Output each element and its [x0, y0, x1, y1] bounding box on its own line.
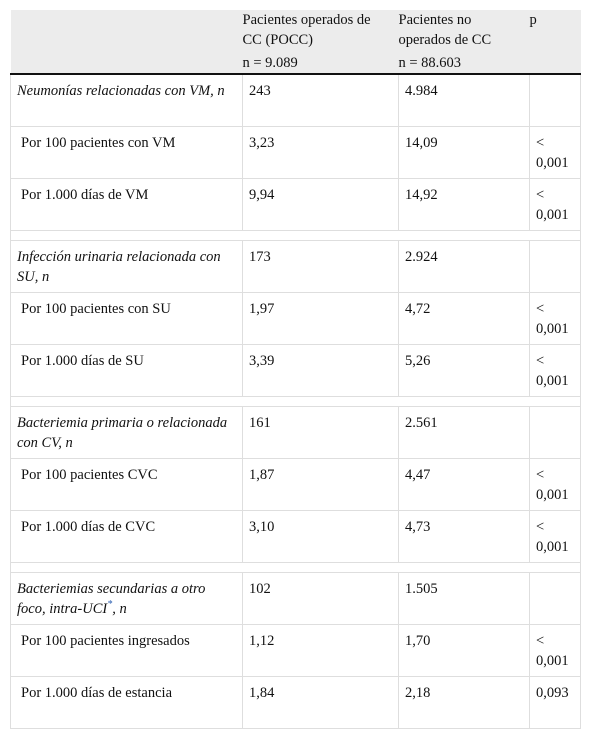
p-cell: 0,093: [530, 677, 581, 729]
section-title-suffix: , n: [112, 601, 127, 617]
pocc-cell: 1,84: [243, 677, 399, 729]
no-operados-cell: 14,92: [399, 179, 530, 231]
section-separator: [11, 563, 581, 573]
p-cell: < 0,001: [530, 179, 581, 231]
section-title: [11, 573, 243, 625]
no-operados-cell: 1.505: [399, 573, 530, 625]
header-pocc-label: Pacientes operados de CC (POCC): [242, 12, 371, 48]
no-operados-cell: 4.984: [399, 74, 530, 127]
no-operados-cell: 4,47: [399, 459, 530, 511]
table-row: [11, 293, 581, 345]
table-row: [11, 625, 581, 677]
section-title: Bacteriemia primaria o relacionada con CV, n: [11, 407, 243, 459]
p-cell: < 0,001: [530, 345, 581, 397]
row-label: Por 1.000 días de VM: [11, 179, 243, 231]
no-operados-cell: 1,70: [399, 625, 530, 677]
row-label: Por 100 pacientes con SU: [11, 293, 243, 345]
no-operados-cell: 5,26: [399, 345, 530, 397]
no-operados-cell: 2,18: [399, 677, 530, 729]
header-no-operados-n: n = 88.603: [398, 55, 462, 71]
no-operados-cell: 4,72: [399, 293, 530, 345]
infection-rates-table: [10, 10, 581, 729]
p-cell: < 0,001: [530, 459, 581, 511]
header-empty-cell: [11, 10, 243, 74]
pocc-cell: 3,39: [243, 345, 399, 397]
table-row: [11, 511, 581, 563]
p-cell: < 0,001: [530, 625, 581, 677]
section-separator: [11, 231, 581, 241]
section-title-text: Bacteriemias secundarias a otro foco, intra-UCI: [17, 581, 206, 617]
footnote-link[interactable]: *: [107, 599, 113, 611]
section-title: Neumonías relacionadas con VM, n: [11, 74, 243, 127]
row-label: Por 1.000 días de SU: [11, 345, 243, 397]
p-cell: < 0,001: [530, 293, 581, 345]
row-label: Por 100 pacientes ingresados: [11, 625, 243, 677]
pocc-cell: 161: [243, 407, 399, 459]
header-no-operados: [399, 10, 530, 74]
pocc-cell: 3,10: [243, 511, 399, 563]
section-row: [11, 407, 581, 459]
p-cell: [530, 241, 581, 293]
row-label: Por 100 pacientes CVC: [11, 459, 243, 511]
p-cell: [530, 74, 581, 127]
pocc-cell: 3,23: [243, 127, 399, 179]
no-operados-cell: 4,73: [399, 511, 530, 563]
header-no-operados-label: Pacientes no operados de CC: [398, 12, 492, 48]
pocc-cell: 1,87: [243, 459, 399, 511]
header-pocc: [243, 10, 399, 74]
no-operados-cell: 2.924: [399, 241, 530, 293]
table-row: [11, 677, 581, 729]
pocc-cell: 1,97: [243, 293, 399, 345]
p-cell: [530, 407, 581, 459]
header-pocc-n: n = 9.089: [242, 55, 298, 71]
pocc-cell: 173: [243, 241, 399, 293]
table-row: [11, 345, 581, 397]
section-separator: [11, 397, 581, 407]
pocc-cell: 9,94: [243, 179, 399, 231]
no-operados-cell: 2.561: [399, 407, 530, 459]
header-p: p: [530, 10, 581, 74]
no-operados-cell: 14,09: [399, 127, 530, 179]
pocc-cell: 243: [243, 74, 399, 127]
row-label: Por 1.000 días de estancia: [11, 677, 243, 729]
pocc-cell: 1,12: [243, 625, 399, 677]
table-row: [11, 127, 581, 179]
infection-table-container: [10, 10, 580, 729]
section-row: [11, 573, 581, 625]
pocc-cell: 102: [243, 573, 399, 625]
section-title: Infección urinaria relacionada con SU, n: [11, 241, 243, 293]
p-cell: < 0,001: [530, 127, 581, 179]
p-cell: [530, 573, 581, 625]
section-row: [11, 74, 581, 127]
table-row: [11, 179, 581, 231]
row-label: Por 100 pacientes con VM: [11, 127, 243, 179]
section-row: [11, 241, 581, 293]
row-label: Por 1.000 días de CVC: [11, 511, 243, 563]
table-header: [11, 10, 581, 74]
p-cell: < 0,001: [530, 511, 581, 563]
table-row: [11, 459, 581, 511]
table-body: [11, 74, 581, 729]
